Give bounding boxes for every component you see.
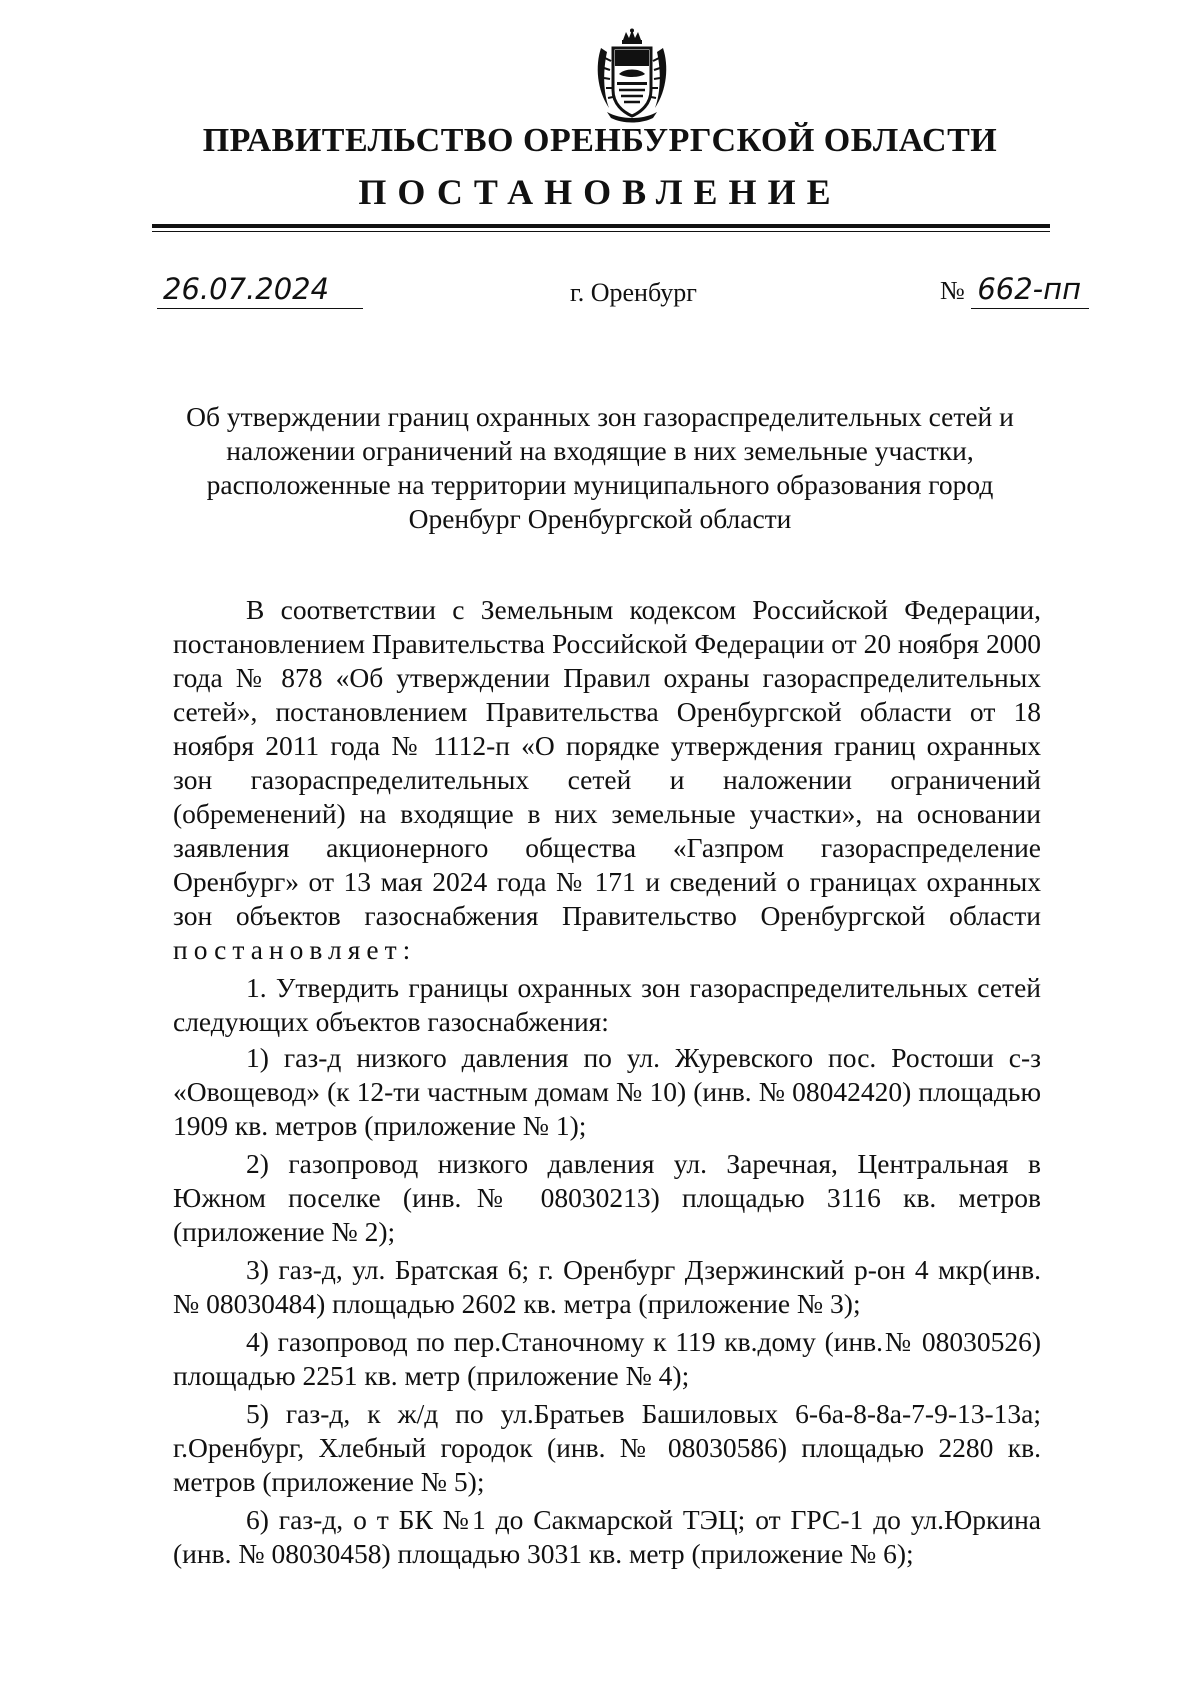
document-date: 26.07.2024 (157, 270, 363, 309)
number-sign: № (940, 276, 965, 305)
list-item: 4) газопровод по пер.Станочному к 119 кв.дому (инв.№ 08030526) площадью 2251 кв. метр (приложение № 4); (173, 1326, 1041, 1391)
list-item: 2) газопровод низкого давления ул. Заречная, Центральная в Южном поселке (инв.№ 08030213) площадью 3116 кв. метров (приложение № 2); (173, 1148, 1041, 1247)
intro-closing: постановляет: (173, 934, 417, 965)
coat-of-arms-icon (593, 28, 671, 124)
list-item: 5) газ-д, к ж/д по ул.Братьев Башиловых 6-6а-8-8а-7-9-13-13а; г.Оренбург, Хлебный городок (инв. № 08030586) площадью 2280 кв. метров (приложение № 5); (173, 1398, 1041, 1497)
header-divider (152, 224, 1050, 228)
organization-title: ПРАВИТЕЛЬСТВО ОРЕНБУРГСКОЙ ОБЛАСТИ (202, 122, 998, 159)
intro-paragraph (173, 593, 1041, 967)
header-divider-thin (152, 231, 1050, 232)
point-1: 1. Утвердить границы охранных зон газораспределительных сетей следующих объектов газоснабжения: (173, 972, 1041, 1037)
document-body (173, 593, 1041, 1571)
document-number (940, 270, 1089, 310)
document-subject: Об утверждении границ охранных зон газораспределительных сетей и наложении ограничений на входящие в них земельные участки, расположенные на территории муниципального образования город Оренбург Оренбургской области (186, 401, 1014, 534)
document-city: г. Оренбург (570, 278, 697, 307)
list-item: 6) газ-д, о т БК №1 до Сакмарской ТЭЦ; от ГРС-1 до ул.Юркина (инв. № 08030458) площадью 3031 кв. метр (приложение № 6); (173, 1504, 1041, 1569)
list-item: 1) газ-д низкого давления по ул. Журевского пос. Ростоши с-з «Овощевод» (к 12-ти частным домам № 10) (инв. № 08042420) площадью 1909 кв. метров (приложение № 1); (173, 1042, 1041, 1141)
list-item: 3) газ-д, ул. Братская 6; г. Оренбург Дзержинский р-он 4 мкр(инв. № 08030484) площадью 2602 кв. метра (приложение № 3); (173, 1254, 1041, 1319)
document-type-title: ПОСТАНОВЛЕНИЕ (358, 172, 842, 212)
intro-text: В соответствии с Земельным кодексом Российской Федерации, постановлением Правительства Российской Федерации от 20 ноября 2000 года № 878 «Об утверждении Правил охраны газораспределительных сетей», постановлением Правительства Оренбургской области от 18 ноября 2011 года № 1112-п «О порядке утверждения границ охранных зон газораспределительных сетей и наложении ограничений (обременений) на входящие в них земельные участки», на основании заявления акционерного общества «Газпром газораспределение Оренбург» от 13 мая 2024 года № 171 и сведений о границах охранных зон объектов газоснабжения Правительство Оренбургской области (173, 594, 1041, 931)
number-value: 662-пп (971, 270, 1089, 309)
